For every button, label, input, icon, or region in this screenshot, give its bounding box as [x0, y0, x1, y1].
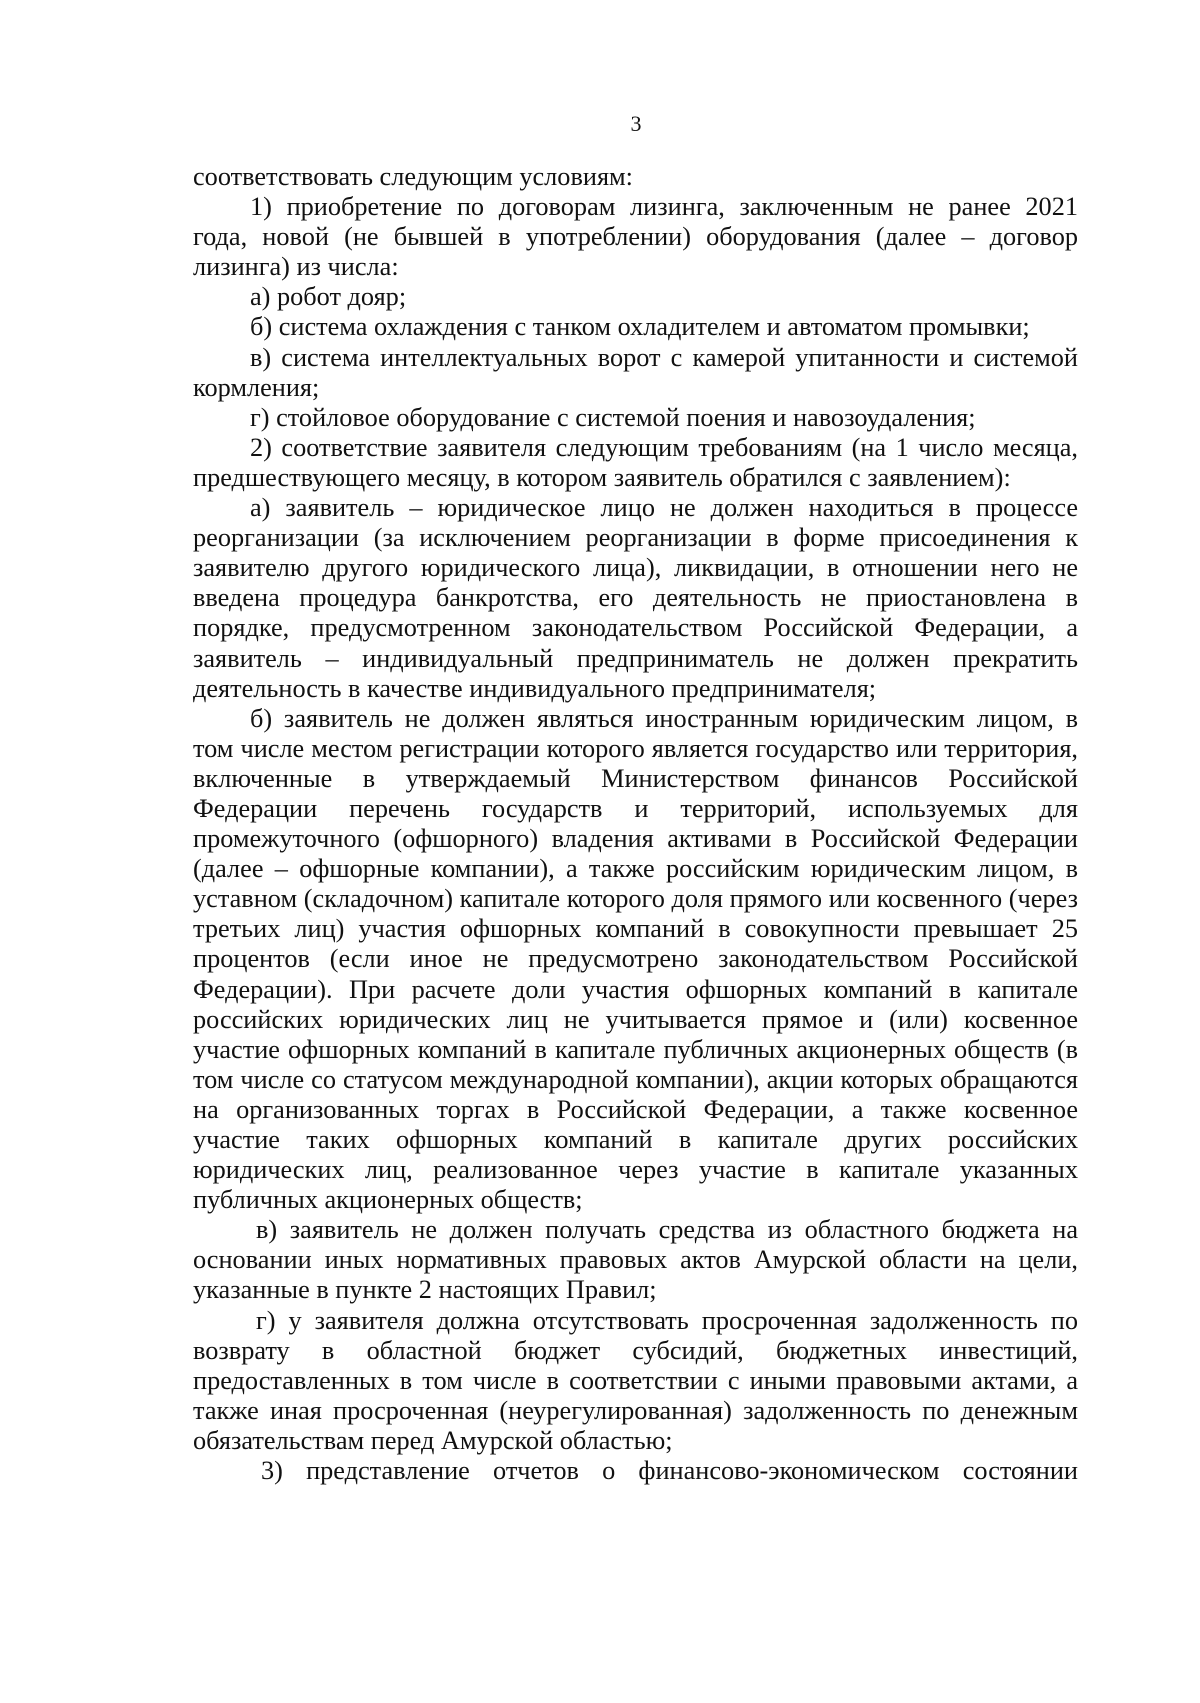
text-line: том числе со статусом международной компании), акции которых обращаются [193, 1064, 1078, 1094]
text-line: обязательствам перед Амурской областью; [193, 1425, 673, 1455]
text-line: заявитель – индивидуальный предприниматель не должен прекратить [193, 643, 1078, 673]
text-line: предоставленных в том числе в соответствии с иными правовыми актами, а [193, 1365, 1078, 1395]
text-line: лизинга) из числа: [193, 252, 399, 282]
text-line: также иная просроченная (неурегулированная) задолженность по денежным [193, 1395, 1078, 1425]
text-line: третьих лиц) участия офшорных компаний в совокупности превышает 25 [193, 914, 1078, 944]
text-line: в) заявитель не должен получать средства из областного бюджета на [256, 1215, 1078, 1245]
text-line: г) у заявителя должна отсутствовать просроченная задолженность по [256, 1305, 1078, 1335]
text-line: процентов (если иное не предусмотрено законодательством Российской [193, 944, 1078, 974]
text-line: юридических лиц, реализованное через участие в капитале указанных [193, 1155, 1078, 1185]
text-line: в) система интеллектуальных ворот с камерой упитанности и системой [250, 342, 1078, 372]
text-line: том числе местом регистрации которого является государство или территория, [193, 733, 1078, 763]
text-line: (далее – офшорные компании), а также российским юридическим лицом, в [193, 854, 1078, 884]
text-line: реорганизации (за исключением реорганизации в форме присоединения к [193, 523, 1078, 553]
text-line: возврату в областной бюджет субсидий, бюджетных инвестиций, [193, 1335, 1078, 1365]
text-line: указанные в пункте 2 настоящих Правил; [193, 1275, 657, 1305]
text-line: а) робот дояр; [250, 282, 407, 312]
text-line: года, новой (не бывшей в употреблении) оборудования (далее – договор [193, 222, 1078, 252]
text-line: соответствовать следующим условиям: [193, 162, 633, 191]
text-line: б) система охлаждения с танком охладителем и автоматом промывки; [250, 312, 1030, 342]
text-line: заявителю другого юридического лица), ликвидации, в отношении него не [193, 553, 1078, 583]
text-line: включенные в утверждаемый Министерством финансов Российской [193, 763, 1078, 793]
text-line: публичных акционерных обществ; [193, 1185, 583, 1215]
text-line: порядке, предусмотренном законодательством Российской Федерации, а [193, 613, 1078, 643]
text-line: б) заявитель не должен являться иностранным юридическим лицом, в [250, 703, 1078, 733]
text-line: а) заявитель – юридическое лицо не должен находиться в процессе [250, 493, 1078, 523]
page-number: 3 [630, 111, 642, 136]
text-line: деятельность в качестве индивидуального предпринимателя; [193, 673, 877, 703]
text-line: кормления; [193, 372, 320, 402]
text-line: Федерации перечень государств и территорий, используемых для [193, 793, 1078, 823]
text-line: г) стойловое оборудование с системой поения и навозоудаления; [250, 402, 976, 432]
text-line: российских юридических лиц не учитывается прямое и (или) косвенное [193, 1004, 1078, 1034]
text-line: участие таких офшорных компаний в капитале других российских [193, 1125, 1078, 1154]
text-line: 2) соответствие заявителя следующим требованиям (на 1 число месяца, [250, 432, 1078, 462]
text-line: 3) представление отчетов о финансово-экономическом состоянии [261, 1456, 1078, 1486]
text-line: уставном (складочном) капитале которого доля прямого или косвенного (через [193, 884, 1078, 914]
text-line: основании иных нормативных правовых актов Амурской области на цели, [193, 1245, 1078, 1275]
text-line: участие офшорных компаний в капитале публичных акционерных обществ (в [193, 1034, 1078, 1064]
text-line: промежуточного (офшорного) владения активами в Российской Федерации [193, 824, 1078, 854]
text-line: 1) приобретение по договорам лизинга, заключенным не ранее 2021 [250, 192, 1078, 222]
text-line: введена процедура банкротства, его деятельность не приостановлена в [193, 583, 1078, 613]
text-line: на организованных торгах в Российской Федерации, а также косвенное [193, 1094, 1078, 1124]
text-line: предшествующего месяцу, в котором заявитель обратился с заявлением): [193, 462, 1011, 492]
document-body [193, 162, 1078, 1486]
text-line: Федерации). При расчете доли участия офшорных компаний в капитале [193, 974, 1078, 1004]
